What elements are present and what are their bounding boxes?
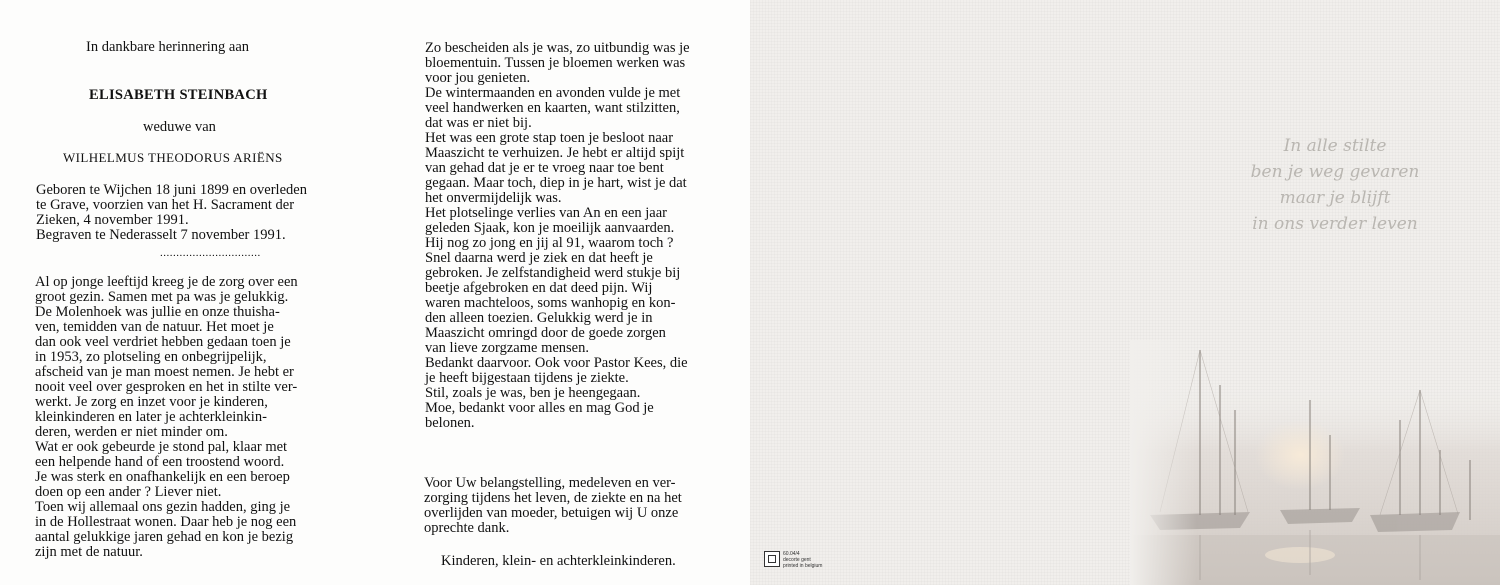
details-line: Geboren te Wijchen 18 juni 1899 en overleden: [36, 182, 307, 198]
body-line: den alleen toezien. Gelukkig werd je in: [425, 310, 653, 326]
body-line: Zo bescheiden als je was, zo uitbundig was je: [425, 40, 690, 56]
body-line: Maaszicht omringd door de goede zorgen: [425, 325, 666, 341]
separator-dots: ...............................: [160, 247, 261, 259]
thanks-line: Voor Uw belangstelling, medeleven en ver-: [424, 475, 676, 491]
life-details: [36, 183, 326, 243]
poem: [1220, 133, 1450, 237]
body-line: voor jou genieten.: [425, 70, 531, 86]
body-line: een helpende hand of een troostend woord.: [35, 454, 285, 470]
thanks-line: zorging tijdens het leven, de ziekte en na het: [424, 490, 682, 506]
husband-name: WILHELMUS THEODORUS ARIËNS: [63, 150, 283, 165]
poem-line: ben je weg gevaren: [1250, 162, 1420, 182]
body-line: Stil, zoals je was, ben je heengegaan.: [425, 385, 641, 401]
printer-code: 60.04/4: [783, 551, 800, 557]
body-line: veel handwerken en kaarten, want stilzitten,: [425, 100, 680, 116]
body-line: gebroken. Je zelfstandigheid werd stukje bij: [425, 265, 681, 281]
thanks-line: overlijden van moeder, betuigen wij U onze: [424, 505, 679, 521]
poem-line: maar je blijft: [1279, 188, 1391, 208]
body-line: groot gezin. Samen met pa was je gelukkig.: [35, 289, 289, 305]
body-line: De wintermaanden en avonden vulde je met: [425, 85, 681, 101]
printer-logo-icon: [764, 551, 780, 567]
details-line: te Grave, voorzien van het H. Sacrament der: [36, 197, 295, 213]
body-line: beetje afgebroken en dat deed pijn. Wij: [425, 280, 653, 296]
body-line: van gehad dat je er te vroeg naar toe bent: [425, 160, 664, 176]
details-line: Begraven te Nederasselt 7 november 1991.: [36, 227, 286, 243]
memorial-heading: In dankbare herinnering aan: [86, 39, 250, 55]
body-line: waren machteloos, soms wanhopig en kon-: [425, 295, 676, 311]
details-line: Zieken, 4 november 1991.: [36, 212, 189, 228]
body-line: Het plotselinge verlies van An en een jaar: [425, 205, 667, 221]
body-line: het onvermijdelijk was.: [425, 190, 562, 206]
body-line: zijn met de natuur.: [35, 544, 143, 560]
card-middle-panel: [375, 0, 750, 585]
body-line: geleden Sjaak, kon je moeilijk aanvaarden.: [425, 220, 675, 236]
body-line: doen op een ander ? Liever niet.: [35, 484, 222, 500]
body-line: ven, temidden van de natuur. Het moet je: [35, 319, 274, 335]
body-line: Het was een grote stap toen je besloot naar: [425, 130, 674, 146]
body-line: in de Hollestraat wonen. Daar heb je nog een: [35, 514, 297, 530]
poem-line: in ons verder leven: [1252, 214, 1418, 234]
widow-of-label: weduwe van: [143, 119, 216, 135]
poem-line: In alle stilte: [1283, 136, 1387, 156]
body-line: dan ook veel verdriet hebben gedaan toen je: [35, 334, 291, 350]
body-line: Hij nog zo jong en jij al 91, waarom toch ?: [425, 235, 674, 251]
printer-mark: [783, 551, 822, 569]
body-line: De Molenhoek was jullie en onze thuisha-: [35, 304, 280, 320]
printer-country: printed in belgium: [783, 563, 823, 569]
body-line: Toen wij allemaal ons gezin hadden, ging je: [35, 499, 291, 515]
body-line: Wat er ook gebeurde je stond pal, klaar met: [35, 439, 288, 455]
signature-line: Kinderen, klein- en achterkleinkinderen.: [441, 553, 676, 569]
body-line: in 1953, zo plotseling en onbegrijpelijk,: [35, 349, 267, 365]
body-line: afscheid van je man moest nemen. Je hebt er: [35, 364, 294, 380]
thanks-line: oprechte dank.: [424, 520, 510, 536]
card-cover-panel: [750, 0, 1500, 585]
body-line: Je was sterk en onafhankelijk en een beroep: [35, 469, 290, 485]
body-line: belonen.: [425, 415, 475, 431]
body-line: Snel daarna werd je ziek en dat heeft je: [425, 250, 653, 266]
body-line: bloementuin. Tussen je bloemen werken was: [425, 55, 686, 71]
body-line: nooit veel over gesproken en het in stilte ver-: [35, 379, 298, 395]
body-line: aantal gelukkige jaren gehad en kon je bezig: [35, 529, 294, 545]
body-line: deren, werden er niet minder om.: [35, 424, 228, 440]
body-line: Maaszicht te verhuizen. Je hebt er altijd spijt: [425, 145, 685, 161]
body-line: gegaan. Maar toch, diep in je hart, wist je dat: [425, 175, 687, 191]
body-line: Moe, bedankt voor alles en mag God je: [425, 400, 654, 416]
deceased-name: ELISABETH STEINBACH: [89, 87, 268, 103]
body-line: kleinkinderen en later je achterkleinkin-: [35, 409, 267, 425]
body-line: Al op jonge leeftijd kreeg je de zorg over een: [35, 274, 298, 290]
left-body-text: [35, 275, 330, 560]
card-left-panel: [0, 0, 375, 585]
body-line: Bedankt daarvoor. Ook voor Pastor Kees, die: [425, 355, 688, 371]
body-line: dat was er niet bij.: [425, 115, 532, 131]
middle-body-text: [425, 41, 725, 431]
body-line: je heeft bijgestaan tijdens je ziekte.: [425, 370, 629, 386]
body-line: werkt. Je zorg en inzet voor je kinderen,: [35, 394, 268, 410]
printer-name: decorte gent: [783, 557, 811, 563]
harbor-painting: [1130, 340, 1500, 585]
thanks-text: [424, 476, 724, 536]
body-line: van lieve zorgzame mensen.: [425, 340, 589, 356]
